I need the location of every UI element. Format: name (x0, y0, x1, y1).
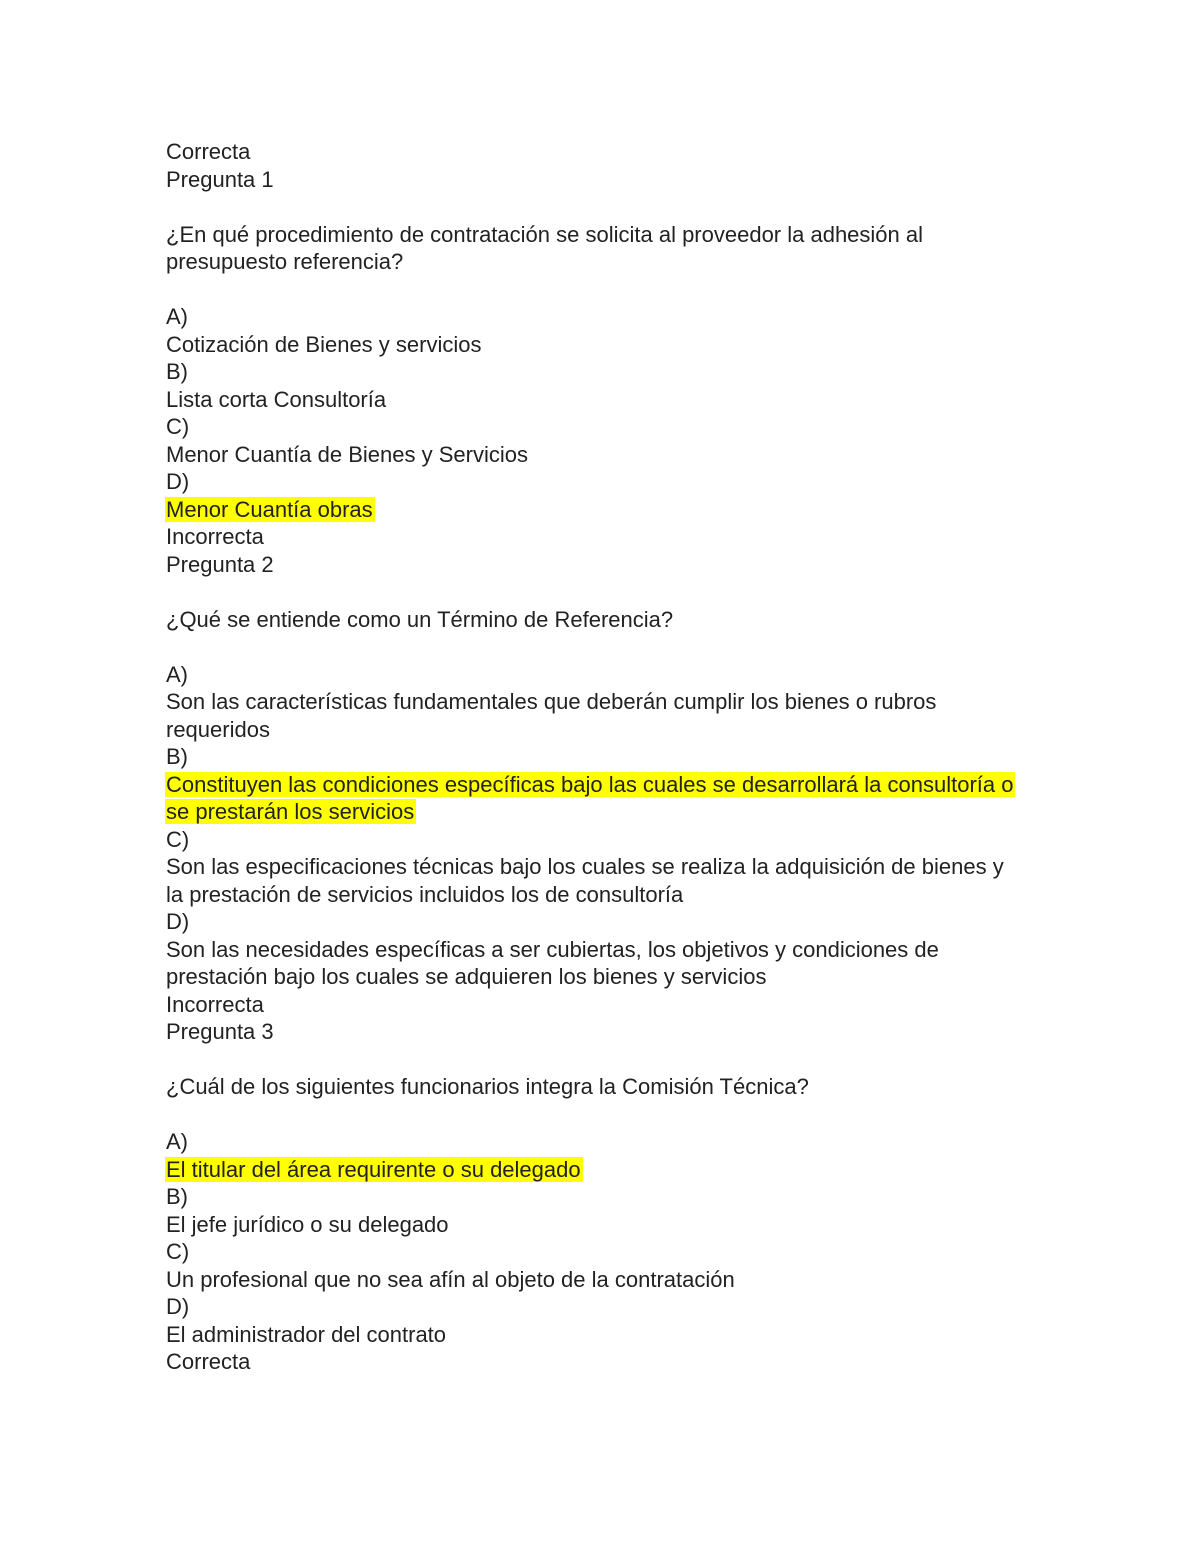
spacer (166, 633, 1026, 661)
option-letter: C) (166, 414, 190, 439)
option-text-row (166, 496, 1026, 524)
option-text: Son las especificaciones técnicas bajo los cuales se realiza la adquisición de bienes y la prestación de servicios incluidos los de consultoría (166, 854, 1004, 907)
spacer (166, 578, 1026, 606)
option-letter: D) (166, 469, 190, 494)
highlighted-answer: El titular del área requirente o su delegado (166, 1156, 581, 1182)
option-letter: B) (166, 1184, 188, 1209)
option-letter: D) (166, 1294, 190, 1319)
question-text: ¿En qué procedimiento de contratación se solicita al proveedor la adhesión al presupuesto referencia? (166, 221, 924, 274)
question-block (166, 991, 1026, 1349)
option-text: Un profesional que no sea afín al objeto de la contratación (166, 1266, 735, 1292)
option-text: El jefe jurídico o su delegado (166, 1211, 449, 1237)
option-text: El administrador del contrato (166, 1321, 447, 1347)
spacer (166, 1046, 1026, 1074)
option-letter: C) (166, 826, 190, 852)
option-letter: A) (166, 661, 188, 687)
spacer (166, 193, 1026, 221)
question-number: Pregunta 2 (166, 551, 274, 577)
question-number: Pregunta 1 (166, 166, 274, 192)
option-letter: A) (166, 1129, 188, 1154)
option-letter: C) (166, 1239, 190, 1264)
option-letter: D) (166, 909, 190, 934)
highlighted-answer: Constituyen las condiciones específicas bajo las cuales se desarrollará la consultoría o se prestarán los servicios (166, 771, 1014, 824)
question-block (166, 523, 1026, 991)
option-text: Menor Cuantía de Bienes y Servicios (166, 441, 528, 467)
option-text-row (166, 771, 1026, 826)
status-label: Incorrecta (166, 524, 264, 549)
option-text: Son las características fundamentales que deberán cumplir los bienes o rubros requeridos (166, 689, 937, 742)
status-label: Correcta (166, 139, 251, 164)
option-text: Son las necesidades específicas a ser cubiertas, los objetivos y condiciones de prestación bajo los cuales se adquieren los bienes y servicios (166, 936, 939, 989)
highlighted-answer: Menor Cuantía obras (166, 496, 373, 522)
document-page (166, 138, 1026, 1376)
option-letter: B) (166, 359, 188, 384)
spacer (166, 1101, 1026, 1129)
option-text: Cotización de Bienes y servicios (166, 331, 482, 357)
status-label: Correcta (166, 1349, 251, 1374)
question-number: Pregunta 3 (166, 1019, 274, 1044)
option-letter: A) (166, 304, 188, 329)
question-block (166, 138, 1026, 523)
option-letter: B) (166, 744, 188, 769)
option-text: Lista corta Consultoría (166, 386, 387, 412)
option-text-row (166, 1156, 1026, 1184)
spacer (166, 276, 1026, 304)
question-text: ¿Qué se entiende como un Término de Referencia? (166, 606, 674, 632)
question-text: ¿Cuál de los siguientes funcionarios integra la Comisión Técnica? (166, 1074, 809, 1099)
status-label: Incorrecta (166, 991, 264, 1017)
